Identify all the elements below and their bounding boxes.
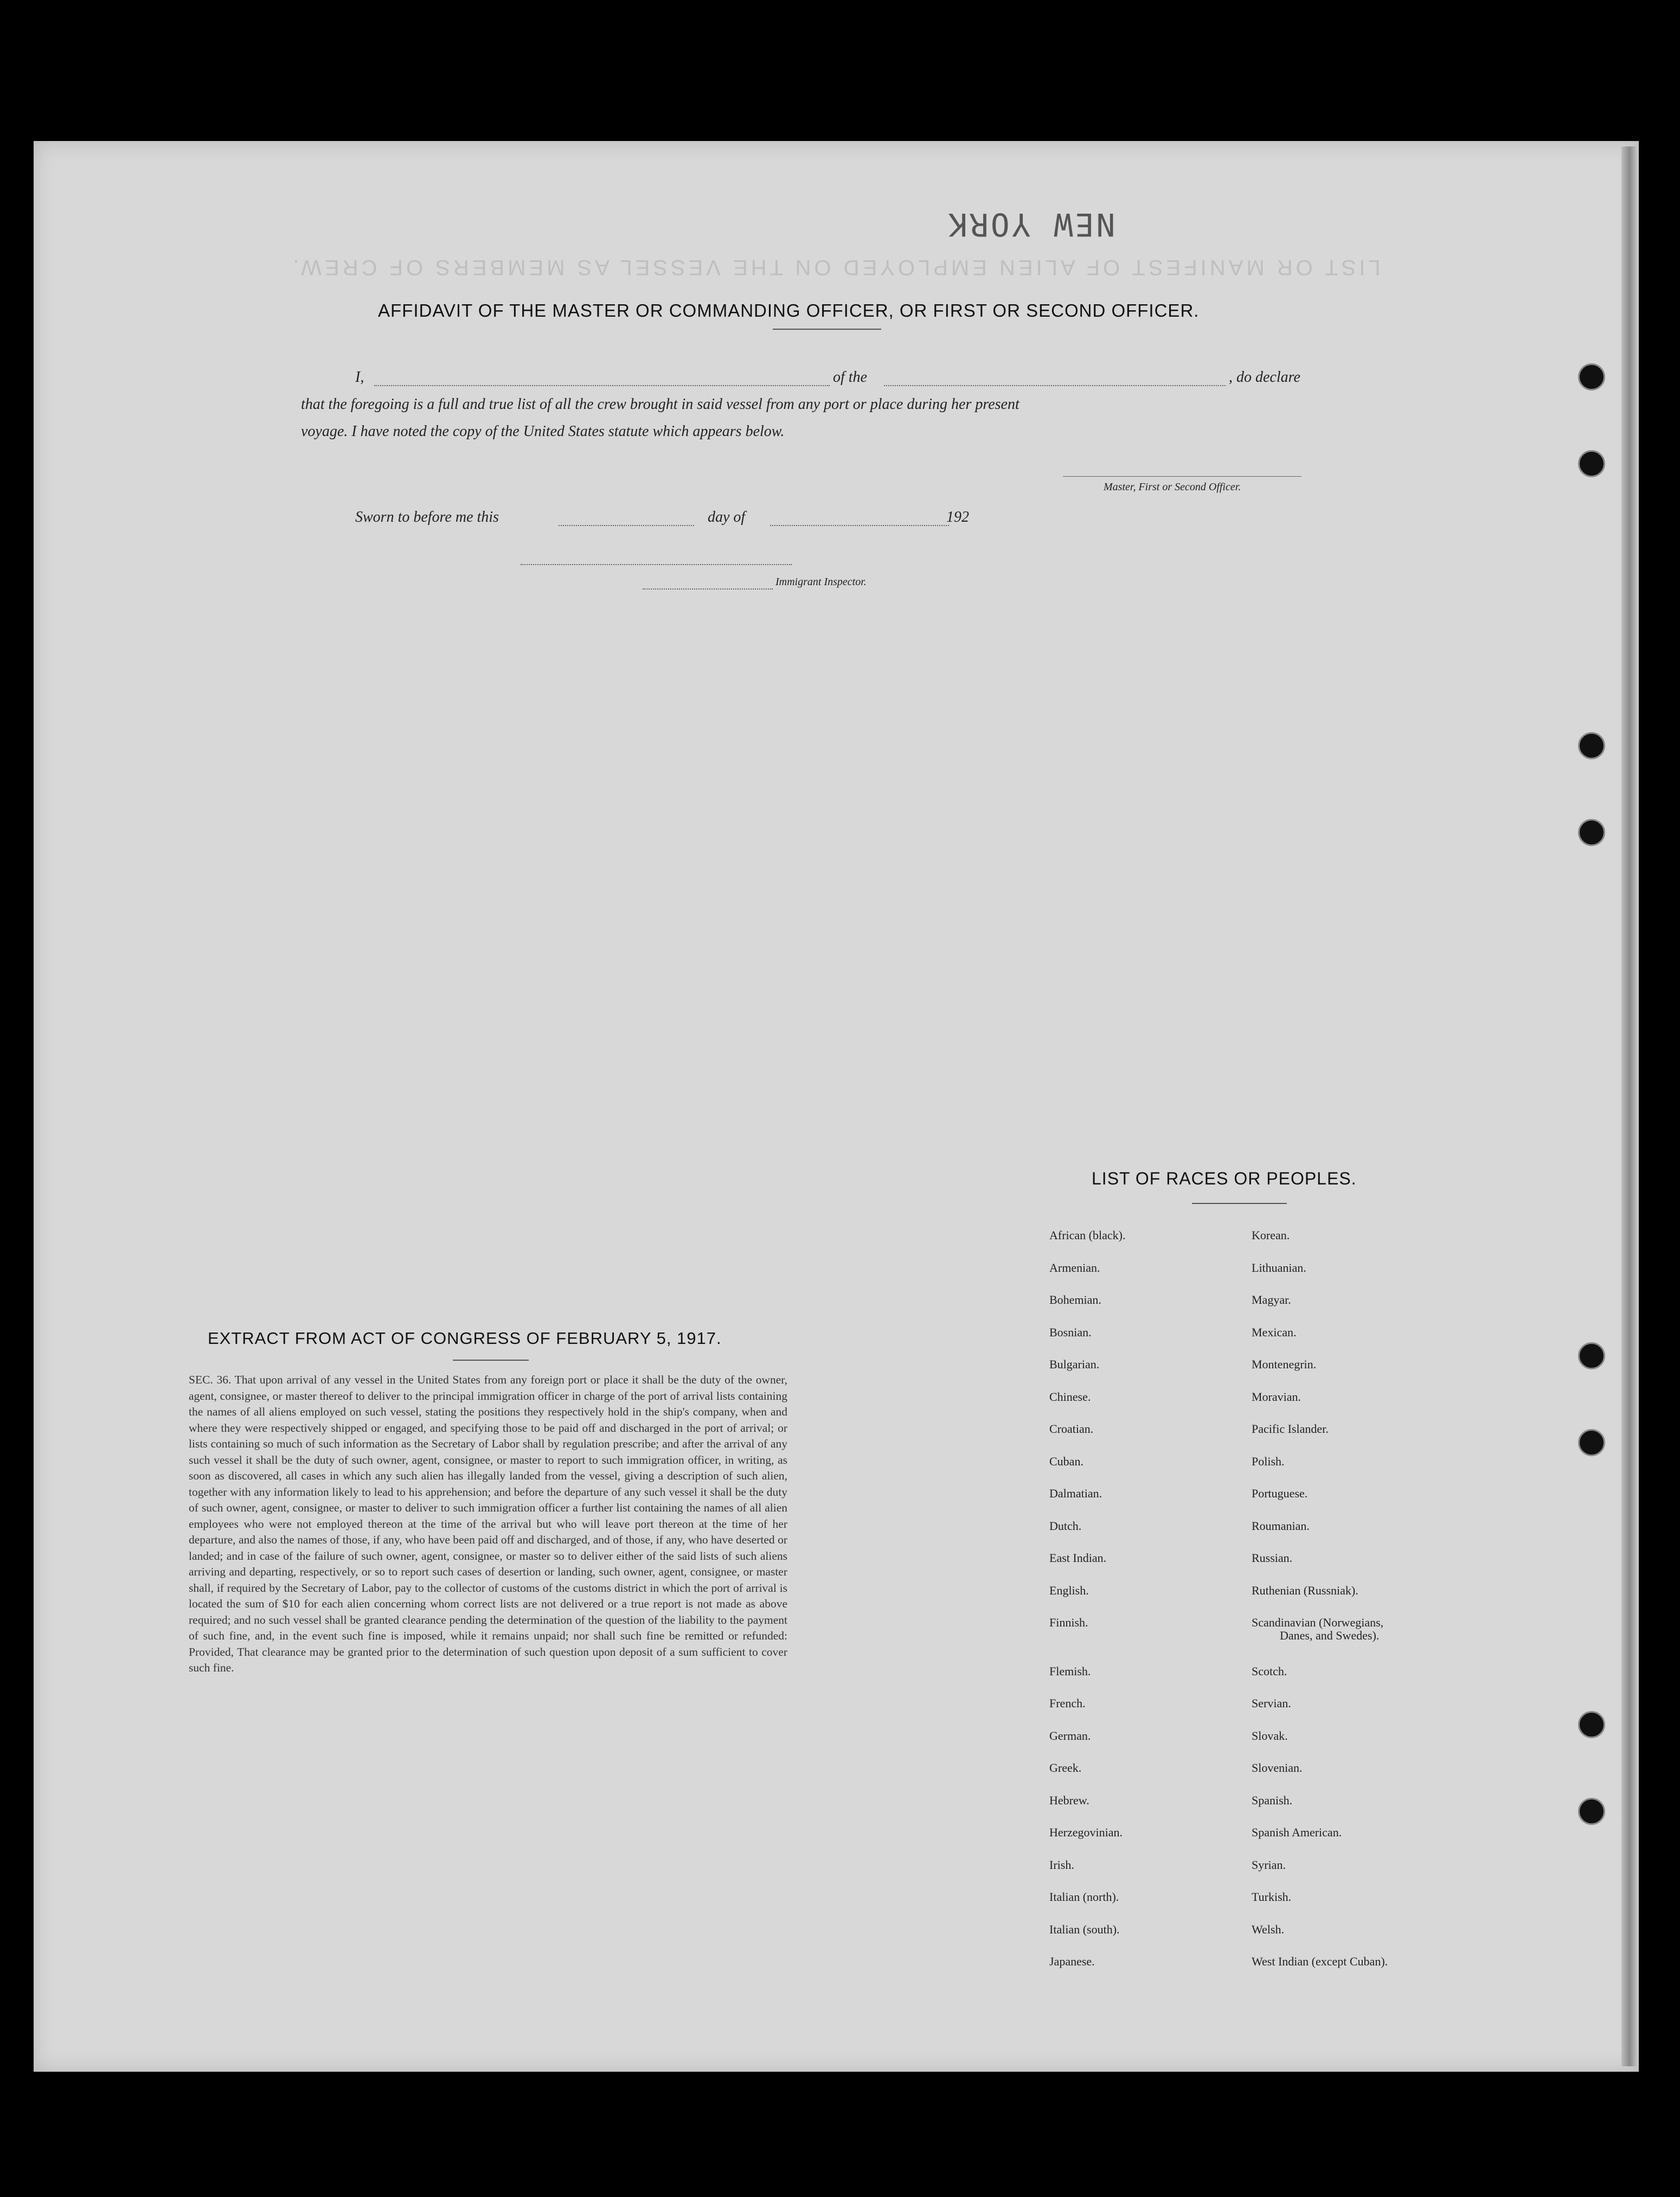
race-item: Greek.: [1049, 1761, 1082, 1775]
name-blank[interactable]: [374, 385, 830, 386]
inspector-blank-lower[interactable]: [643, 588, 773, 590]
binder-hole: [1578, 1342, 1605, 1369]
race-item: Italian (north).: [1049, 1890, 1119, 1904]
race-item: Spanish American.: [1252, 1826, 1342, 1839]
race-item: Finnish.: [1049, 1616, 1088, 1629]
race-item: Hebrew.: [1049, 1793, 1089, 1807]
extract-rule: [453, 1360, 529, 1361]
race-item: Bohemian.: [1049, 1293, 1101, 1306]
race-item: Roumanian.: [1252, 1519, 1310, 1533]
race-item: Slovak.: [1252, 1728, 1288, 1743]
race-item: Moravian.: [1252, 1389, 1301, 1404]
affidavit-line-2: that the foregoing is a full and true list of all the crew brought in said vessel from any port or place during her present: [301, 396, 1019, 413]
race-item: Servian.: [1252, 1696, 1291, 1710]
binder-hole: [1578, 1711, 1605, 1738]
race-item: German.: [1049, 1728, 1091, 1743]
race-item: Flemish.: [1049, 1664, 1091, 1678]
sworn-day-blank[interactable]: [559, 525, 694, 526]
race-item: Magyar.: [1252, 1293, 1291, 1306]
race-item: Pacific Islander.: [1252, 1422, 1329, 1436]
affidavit-title: AFFIDAVIT OF THE MASTER OR COMMANDING OFFICER, OR FIRST OR SECOND OFFICER.: [378, 300, 1200, 321]
race-item: Cuban.: [1049, 1454, 1083, 1468]
extract-title: EXTRACT FROM ACT OF CONGRESS OF FEBRUARY 5, 1917.: [208, 1329, 722, 1348]
race-item: Herzegovinian.: [1049, 1826, 1123, 1839]
of-the-label: of the: [833, 369, 867, 386]
race-item: Russian.: [1252, 1551, 1293, 1565]
day-of-label: day of: [708, 509, 746, 526]
race-item: Armenian.: [1049, 1260, 1100, 1274]
binder-hole: [1578, 363, 1605, 390]
race-item: Polish.: [1252, 1454, 1285, 1468]
race-item: Ruthenian (Russniak).: [1252, 1583, 1358, 1597]
race-item: Bulgarian.: [1049, 1357, 1100, 1371]
race-item: Croatian.: [1049, 1422, 1094, 1436]
race-item-continuation: Danes, and Swedes).: [1280, 1629, 1380, 1642]
race-item: Mexican.: [1252, 1325, 1297, 1339]
binder-hole: [1578, 450, 1605, 477]
signature-line[interactable]: [1063, 476, 1301, 477]
race-item: Italian (south).: [1049, 1922, 1120, 1936]
race-item: Bosnian.: [1049, 1325, 1092, 1339]
race-item: Scotch.: [1252, 1664, 1287, 1678]
extract-body: SEC. 36. That upon arrival of any vessel in the United States from any foreign port or place it shall be the duty of the owner, agent, consignee, or master thereof to deliver to the principal immigration officer in charge of the port of arrival lists containing the names of all aliens employed on such vessel, stating the positions they respectively hold in the ship's company, when and where they were respectively shipped or engaged, and specifying those to be paid off and discharged in the port of arrival; or lists containing so much of such information as the Secretary of Labor shall by regulation prescribe; and after the arrival of any such vessel it shall be the duty of such owner, agent, consignee, or master to report to such immigration officer, in writing, as soon as discovered, all cases in which any such alien has illegally landed from the vessel, giving a description of such alien, together with any information likely to lead to his apprehension; and before the departure of any such vessel it shall be the duty of such owner, agent, consignee, or master to deliver to such immigration officer a further list containing the names of all alien employees who were not employed thereon at the time of the arrival but who will leave port thereon at the time of her departure, and also the names of those, if any, who have been paid off and discharged, and of those, if any, who have deserted or landed; and in case of the failure of such owner, agent, consignee, or master so to deliver either of the said lists of such aliens arriving and departing, respectively, or so to report such cases of desertion or landing, such owner, agent, consignee, or master shall, if required by the Secretary of Labor, pay to the collector of customs of the customs district in which the port of arrival is located the sum of $10 for each alien concerning whom correct lists are not delivered or a true report is not made as above required; and no such vessel shall be granted clearance pending the determination of the question of the liability to the payment of such fine, and, in the event such fine is imposed, while it remains unpaid; nor shall such fine be remitted or refunded: Provided, That clearance may be granted prior to the determination of such question upon deposit of a sum sufficient to cover such fine.: [189, 1373, 787, 1674]
race-item: Montenegrin.: [1252, 1357, 1317, 1371]
i-label: I,: [355, 369, 364, 386]
inspector-caption: Immigrant Inspector.: [775, 576, 867, 588]
race-item: Scandinavian (Norwegians,: [1252, 1616, 1384, 1629]
inspector-blank-upper[interactable]: [521, 564, 792, 565]
race-item: Welsh.: [1252, 1922, 1284, 1936]
new-york-stamp: NEW YORK: [946, 206, 1115, 243]
races-rule: [1192, 1203, 1287, 1204]
title-rule: [773, 329, 881, 330]
race-item: Lithuanian.: [1252, 1260, 1306, 1274]
race-item: West Indian (except Cuban).: [1252, 1955, 1388, 1968]
do-declare-label: , do declare: [1229, 369, 1300, 386]
affidavit-line-3: voyage. I have noted the copy of the United States statute which appears below.: [301, 423, 785, 440]
race-item: Spanish.: [1252, 1793, 1293, 1807]
binder-hole: [1578, 1798, 1605, 1825]
race-item: Turkish.: [1252, 1890, 1292, 1904]
race-item: Japanese.: [1049, 1955, 1095, 1968]
bleed-through-header: LIST OR MANIFEST OF ALIEN EMPLOYED ON THE VESSEL AS MEMBERS OF CREW.: [290, 255, 1381, 279]
race-item: Portuguese.: [1252, 1487, 1308, 1500]
races-title: LIST OF RACES OR PEOPLES.: [1092, 1169, 1357, 1188]
sworn-label: Sworn to before me this: [355, 509, 499, 526]
sworn-month-blank[interactable]: [770, 525, 949, 526]
binder-hole: [1578, 1429, 1605, 1456]
race-item: French.: [1049, 1696, 1086, 1710]
race-item: Irish.: [1049, 1857, 1074, 1872]
binder-hole: [1578, 819, 1605, 846]
year-label: 192: [946, 509, 969, 526]
race-item: Korean.: [1252, 1228, 1290, 1242]
binder-hole: [1578, 732, 1605, 759]
race-item: Chinese.: [1049, 1389, 1091, 1404]
race-item: East Indian.: [1049, 1551, 1107, 1565]
page-edge: [1621, 146, 1638, 2066]
vessel-blank[interactable]: [884, 385, 1226, 386]
manifest-page: [34, 141, 1639, 2072]
race-item: African (black).: [1049, 1228, 1126, 1242]
race-item: Slovenian.: [1252, 1761, 1303, 1775]
race-item: Dutch.: [1049, 1519, 1082, 1533]
race-item: Dalmatian.: [1049, 1487, 1102, 1500]
race-item: English.: [1049, 1583, 1089, 1597]
signature-caption: Master, First or Second Officer.: [1104, 481, 1241, 493]
race-item: Syrian.: [1252, 1857, 1286, 1872]
